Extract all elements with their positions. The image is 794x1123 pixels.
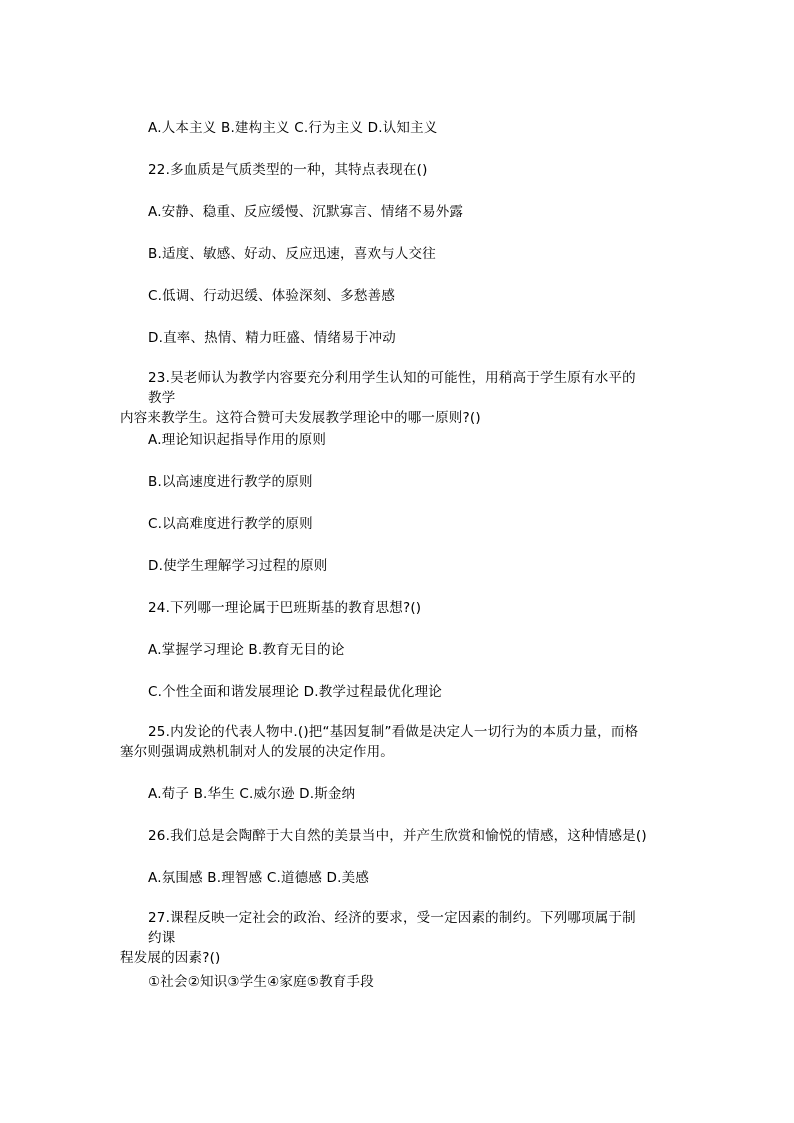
q23-question-line-2: 内容来教学生。这符合赞可夫发展教学理论中的哪一原则?() — [120, 410, 481, 426]
q26-options: A.氛围感 B.理智感 C.道德感 D.美感 — [148, 870, 370, 886]
q24-options-ab: A.掌握学习理论 B.教育无目的论 — [148, 642, 345, 658]
q25-question-line-1: 25.内发论的代表人物中.()把“基因复制”看做是决定人一切行为的本质力量，而格 — [148, 724, 639, 740]
q25-options: A.荀子 B.华生 C.威尔逊 D.斯金纳 — [148, 786, 356, 802]
q23-question-line-1: 23.吴老师认为教学内容要充分利用学生认知的可能性，用稍高于学生原有水平的教学 — [148, 370, 636, 406]
q26-question: 26.我们总是会陶醉于大自然的美景当中，并产生欣赏和愉悦的情感，这种情感是() — [148, 828, 647, 844]
q27-question-line-2: 程发展的因素?() — [120, 950, 221, 966]
q27-factors: ①社会②知识③学生④家庭⑤教育手段 — [148, 974, 374, 990]
q23-option-a: A.理论知识起指导作用的原则 — [148, 432, 327, 448]
q24-options-cd: C.个性全面和谐发展理论 D.教学过程最优化理论 — [148, 684, 442, 700]
q23-option-c: C.以高难度进行教学的原则 — [148, 516, 313, 532]
q27-question-line-1: 27.课程反映一定社会的政治、经济的要求，受一定因素的制约。下列哪项属于制约课 — [148, 910, 636, 946]
q22-option-d: D.直率、热情、精力旺盛、情绪易于冲动 — [148, 330, 396, 346]
q25-question-line-2: 塞尔则强调成熟机制对人的发展的决定作用。 — [120, 744, 394, 760]
q23-option-d: D.使学生理解学习过程的原则 — [148, 558, 328, 574]
q22-option-c: C.低调、行动迟缓、体验深刻、多愁善感 — [148, 288, 396, 304]
q22-option-a: A.安静、稳重、反应缓慢、沉默寡言、情绪不易外露 — [148, 204, 464, 220]
q23-question — [120, 368, 648, 428]
q25-question — [120, 722, 648, 762]
q24-question: 24.下列哪一理论属于巴班斯基的教育思想?() — [148, 600, 422, 616]
q22-question: 22.多血质是气质类型的一种，其特点表现在() — [148, 162, 428, 178]
q27-question — [120, 908, 648, 968]
q21-options: A.人本主义 B.建构主义 C.行为主义 D.认知主义 — [148, 120, 438, 136]
q23-option-b: B.以高速度进行教学的原则 — [148, 474, 313, 490]
q22-option-b: B.适度、敏感、好动、反应迅速，喜欢与人交往 — [148, 246, 436, 262]
